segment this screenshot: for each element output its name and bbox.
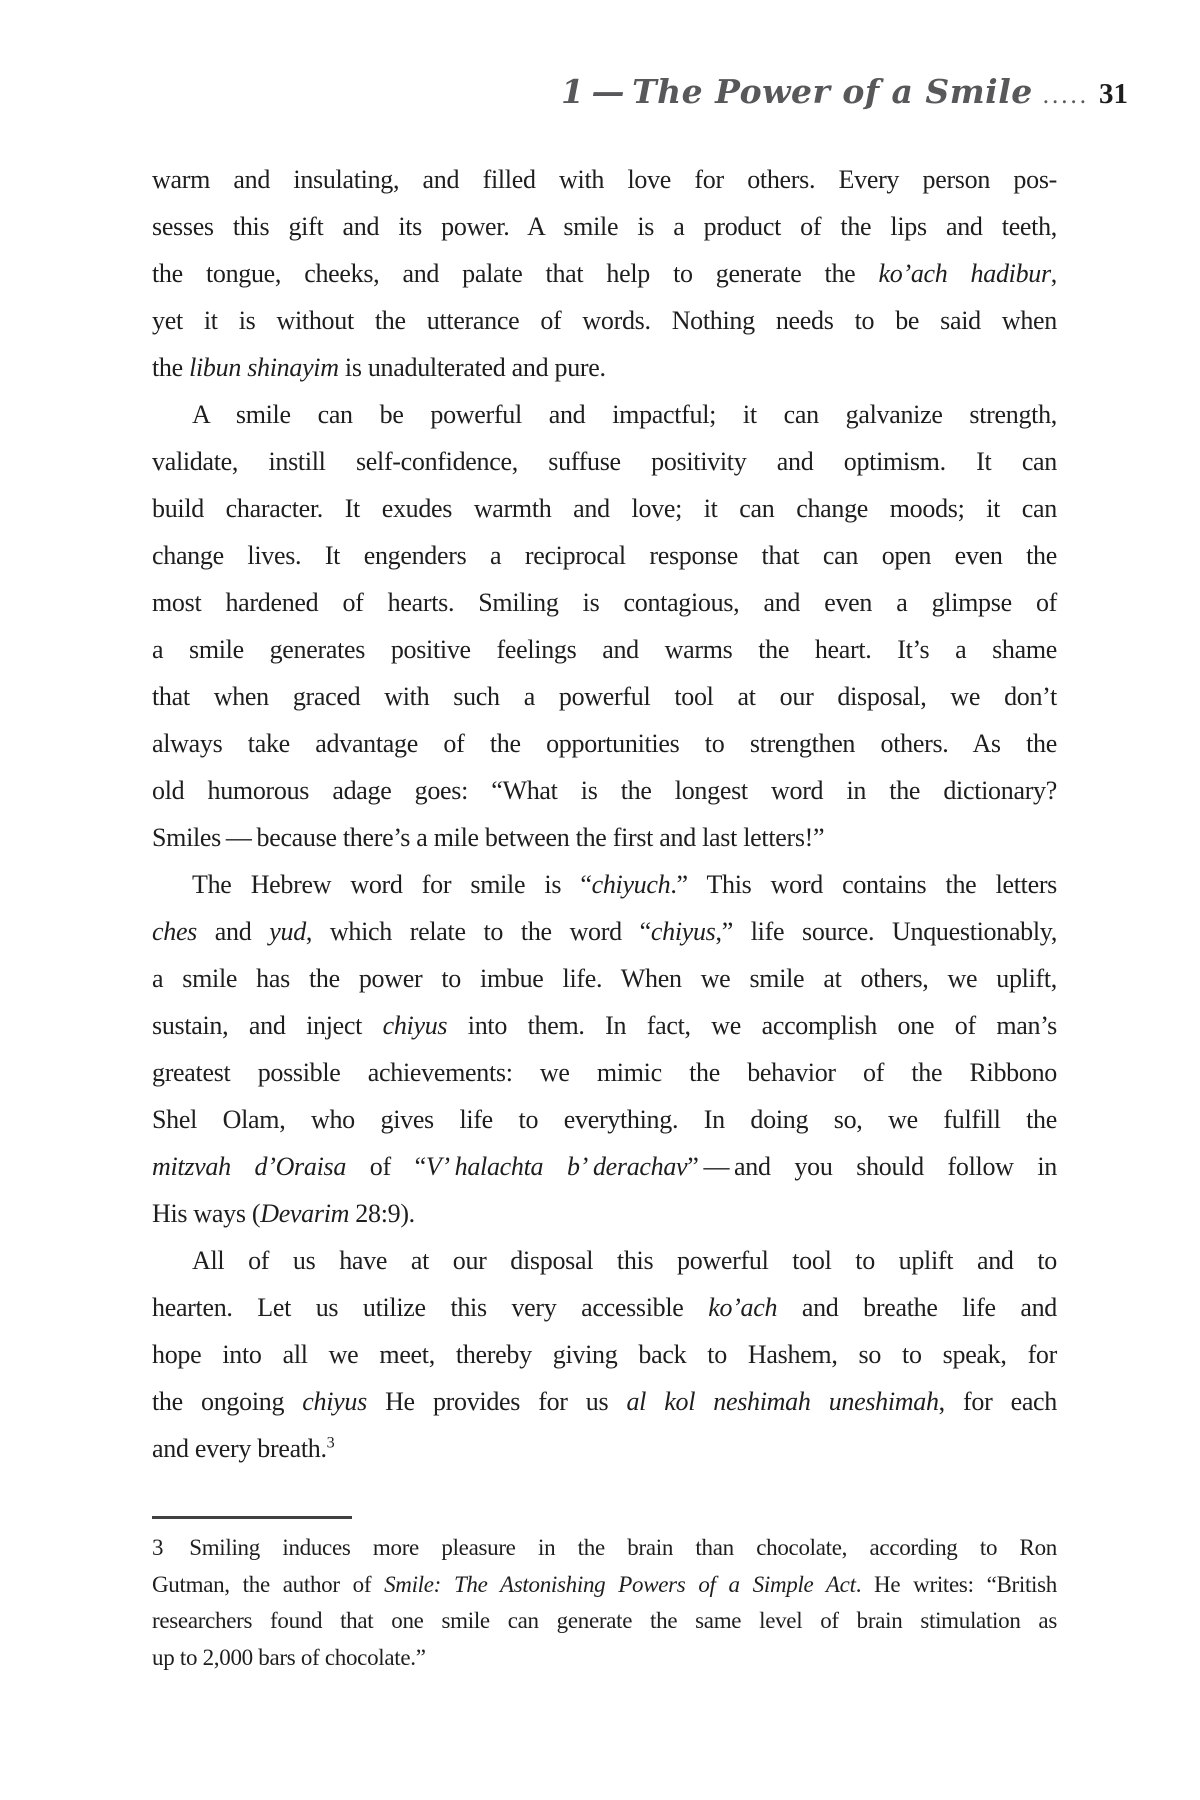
body-line: the libun shinayim is unadulterated and pure.: [152, 353, 606, 382]
footnote-rule: [152, 1516, 352, 1519]
body-line: All of us have at our disposal this powerful tool to uplift and to: [192, 1246, 1057, 1275]
body-line: change lives. It engenders a reciprocal response that can open even the: [152, 541, 1057, 570]
body-line: a smile has the power to imbue life. When we smile at others, we uplift,: [152, 964, 1057, 993]
footnote-line: Gutman, the author of Smile: The Astonishing Powers of a Simple Act. He writes: “British: [152, 1571, 1057, 1597]
footnote: [152, 1530, 1057, 1676]
body-line: yet it is without the utterance of words. Nothing needs to be said when: [152, 306, 1057, 335]
body-line: sustain, and inject chiyus into them. In fact, we accomplish one of man’s: [152, 1011, 1057, 1040]
body-line: ches and yud, which relate to the word “chiyus,” life source. Unquestionably,: [152, 917, 1058, 946]
body-line: always take advantage of the opportunities to strengthen others. As the: [152, 729, 1057, 758]
body-line: The Hebrew word for smile is “chiyuch.” This word contains the letters: [192, 870, 1058, 899]
chapter-title: 1 — The Power of a Smile: [560, 72, 1033, 111]
body-line: greatest possible achievements: we mimic the behavior of the Ribbono: [152, 1058, 1057, 1087]
body-line: warm and insulating, and filled with love for others. Every person pos-: [152, 165, 1057, 194]
footnote-line: researchers found that one smile can generate the same level of brain stimulation as: [152, 1608, 1057, 1633]
body-line: old humorous adage goes: “What is the longest word in the dictionary?: [152, 776, 1057, 805]
footnote-reference: 3: [326, 1434, 335, 1452]
body-line: Shel Olam, who gives life to everything. In doing so, we fulfill the: [152, 1105, 1057, 1134]
body-line: His ways (Devarim 28:9).: [152, 1199, 415, 1228]
body-line: hearten. Let us utilize this very accessible ko’ach and breathe life and: [152, 1293, 1057, 1322]
body-line: the tongue, cheeks, and palate that help to generate the ko’ach hadibur,: [152, 259, 1057, 288]
body-line: A smile can be powerful and impactful; it can galvanize strength,: [192, 400, 1057, 429]
body-line: and every breath.$^3$: [152, 1434, 335, 1463]
footnote-line: 3 Smiling induces more pleasure in the brain than chocolate, according to Ron: [152, 1535, 1057, 1560]
body-line: a smile generates positive feelings and warms the heart. It’s a shame: [152, 635, 1057, 664]
footnote-line: up to 2,000 bars of chocolate.”: [152, 1644, 426, 1670]
body-line: mitzvah d’Oraisa of “V’ halachta b’ derachav” — and you should follow in: [152, 1152, 1057, 1181]
body-line: most hardened of hearts. Smiling is contagious, and even a glimpse of: [152, 588, 1057, 617]
body-line: validate, instill self-confidence, suffuse positivity and optimism. It can: [152, 447, 1057, 476]
body-line: sesses this gift and its power. A smile is a product of the lips and teeth,: [152, 212, 1057, 241]
running-header: [561, 72, 1128, 111]
body-line: that when graced with such a powerful tool at our disposal, we don’t: [152, 682, 1057, 711]
body-line: hope into all we meet, thereby giving back to Hashem, so to speak, for: [152, 1340, 1057, 1369]
page-number: 31: [1099, 78, 1128, 110]
body-line: build character. It exudes warmth and love; it can change moods; it can: [152, 494, 1057, 523]
body-line: the ongoing chiyus He provides for us al kol neshimah uneshimah, for each: [152, 1387, 1057, 1416]
dots-leader: .....: [1042, 82, 1089, 109]
body-line: Smiles — because there’s a mile between the first and last letters!”: [152, 823, 825, 852]
footnote-number: 3: [152, 1535, 164, 1560]
body-text: [152, 156, 1057, 1472]
